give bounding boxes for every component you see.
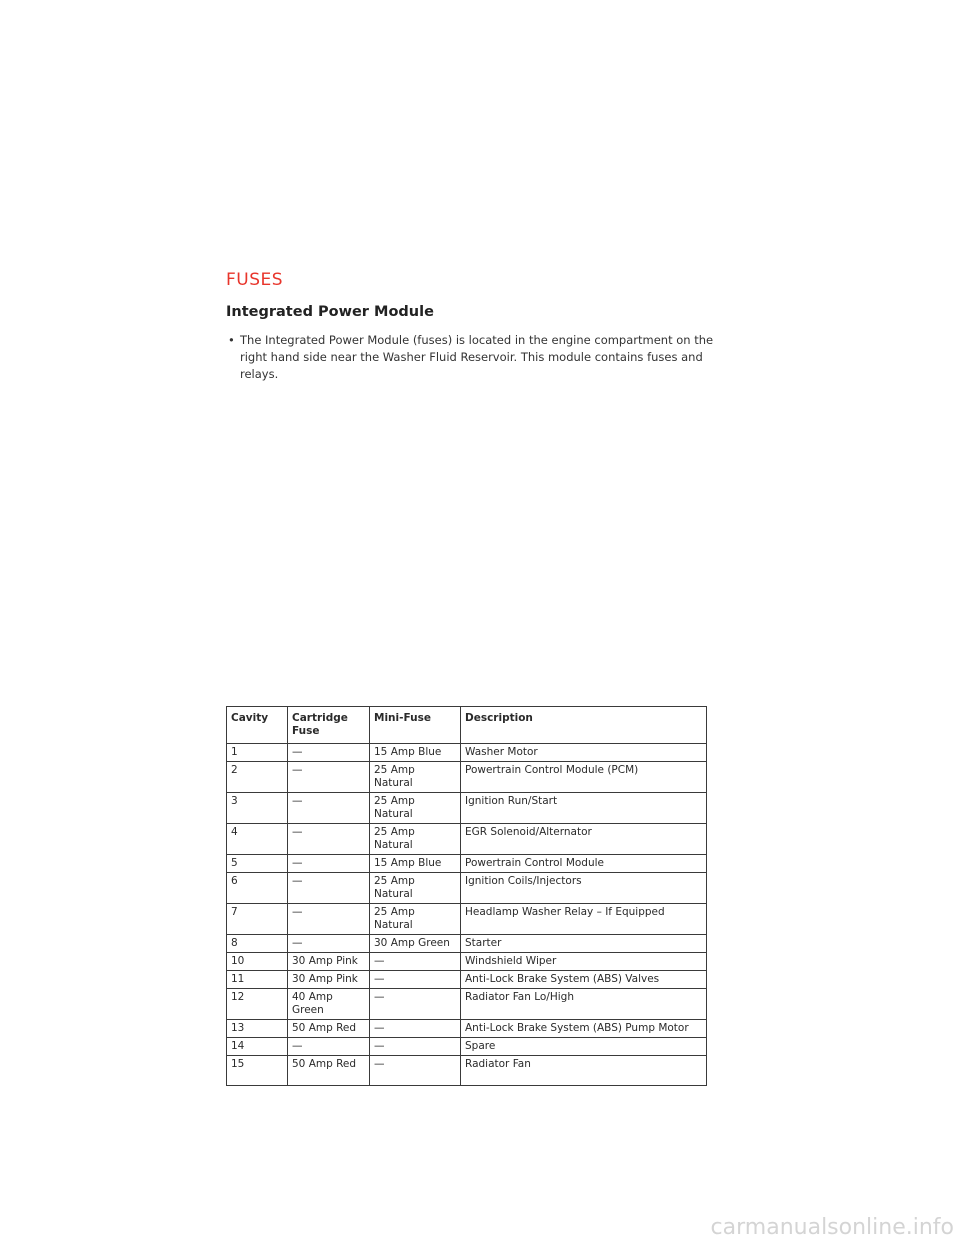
cell-cartridge-fuse: — (288, 824, 370, 855)
table-row (227, 904, 707, 935)
bullet-paragraph (228, 332, 718, 383)
cell-cavity: 5 (227, 855, 288, 873)
cell-description: Ignition Coils/Injectors (461, 873, 707, 904)
header-cavity: Cavity (227, 707, 288, 744)
table-body (227, 744, 707, 1086)
cell-description: Radiator Fan Lo/High (461, 989, 707, 1020)
cell-description: Powertrain Control Module (461, 855, 707, 873)
cell-description: EGR Solenoid/Alternator (461, 824, 707, 855)
table-row (227, 855, 707, 873)
cell-mini-fuse: 25 Amp Natural (370, 793, 461, 824)
cell-description: Spare (461, 1038, 707, 1056)
cell-mini-fuse: 25 Amp Natural (370, 762, 461, 793)
table-row (227, 793, 707, 824)
cell-cartridge-fuse: 30 Amp Pink (288, 971, 370, 989)
table-row (227, 1038, 707, 1056)
header-cartridge-fuse: Cartridge Fuse (288, 707, 370, 744)
cell-cartridge-fuse: — (288, 873, 370, 904)
cell-cavity: 2 (227, 762, 288, 793)
cell-description: Windshield Wiper (461, 953, 707, 971)
header-description: Description (461, 707, 707, 744)
cell-cavity: 13 (227, 1020, 288, 1038)
cell-description: Powertrain Control Module (PCM) (461, 762, 707, 793)
cell-mini-fuse: — (370, 1056, 461, 1086)
cell-cartridge-fuse: — (288, 744, 370, 762)
cell-description: Starter (461, 935, 707, 953)
header-mini-fuse: Mini-Fuse (370, 707, 461, 744)
cell-cavity: 15 (227, 1056, 288, 1086)
cell-mini-fuse: — (370, 953, 461, 971)
bullet-text: The Integrated Power Module (fuses) is located in the engine compartment on the right hand side near the Washer Fluid Reservoir. This module contains fuses and relays. (240, 333, 714, 381)
table-row (227, 762, 707, 793)
cell-mini-fuse: — (370, 1038, 461, 1056)
table-row (227, 953, 707, 971)
table-row (227, 971, 707, 989)
cell-cavity: 11 (227, 971, 288, 989)
cell-cartridge-fuse: — (288, 904, 370, 935)
cell-description: Ignition Run/Start (461, 793, 707, 824)
cell-cartridge-fuse: — (288, 793, 370, 824)
table-header-row (227, 707, 707, 744)
cell-description: Headlamp Washer Relay – If Equipped (461, 904, 707, 935)
table-row (227, 1020, 707, 1038)
cell-cartridge-fuse: 50 Amp Red (288, 1056, 370, 1086)
cell-description: Anti-Lock Brake System (ABS) Valves (461, 971, 707, 989)
subsection-title: Integrated Power Module (226, 304, 434, 320)
cell-cartridge-fuse: — (288, 762, 370, 793)
cell-mini-fuse: 25 Amp Natural (370, 824, 461, 855)
cell-cartridge-fuse: 30 Amp Pink (288, 953, 370, 971)
cell-mini-fuse: — (370, 971, 461, 989)
section-title: FUSES (226, 270, 284, 290)
cell-mini-fuse: 15 Amp Blue (370, 855, 461, 873)
cell-cartridge-fuse: — (288, 855, 370, 873)
cell-cavity: 14 (227, 1038, 288, 1056)
cell-cavity: 8 (227, 935, 288, 953)
cell-description: Radiator Fan (461, 1056, 707, 1086)
cell-mini-fuse: 25 Amp Natural (370, 904, 461, 935)
cell-description: Washer Motor (461, 744, 707, 762)
cell-mini-fuse: 15 Amp Blue (370, 744, 461, 762)
table-row (227, 1056, 707, 1086)
cell-cavity: 10 (227, 953, 288, 971)
cell-cartridge-fuse: — (288, 1038, 370, 1056)
fuse-table (226, 706, 707, 1086)
cell-mini-fuse: — (370, 1020, 461, 1038)
cell-mini-fuse: 25 Amp Natural (370, 873, 461, 904)
table-row (227, 989, 707, 1020)
cell-cavity: 4 (227, 824, 288, 855)
cell-cartridge-fuse: — (288, 935, 370, 953)
cell-description: Anti-Lock Brake System (ABS) Pump Motor (461, 1020, 707, 1038)
cell-cartridge-fuse: 50 Amp Red (288, 1020, 370, 1038)
cell-cavity: 12 (227, 989, 288, 1020)
bullet-icon: • (228, 333, 235, 347)
cell-mini-fuse: 30 Amp Green (370, 935, 461, 953)
cell-cavity: 6 (227, 873, 288, 904)
cell-cavity: 3 (227, 793, 288, 824)
watermark: carmanualsonline.info (710, 1215, 954, 1240)
cell-cavity: 7 (227, 904, 288, 935)
table-row (227, 744, 707, 762)
cell-cavity: 1 (227, 744, 288, 762)
table-row (227, 824, 707, 855)
cell-cartridge-fuse: 40 Amp Green (288, 989, 370, 1020)
cell-mini-fuse: — (370, 989, 461, 1020)
table-row (227, 873, 707, 904)
table-row (227, 935, 707, 953)
